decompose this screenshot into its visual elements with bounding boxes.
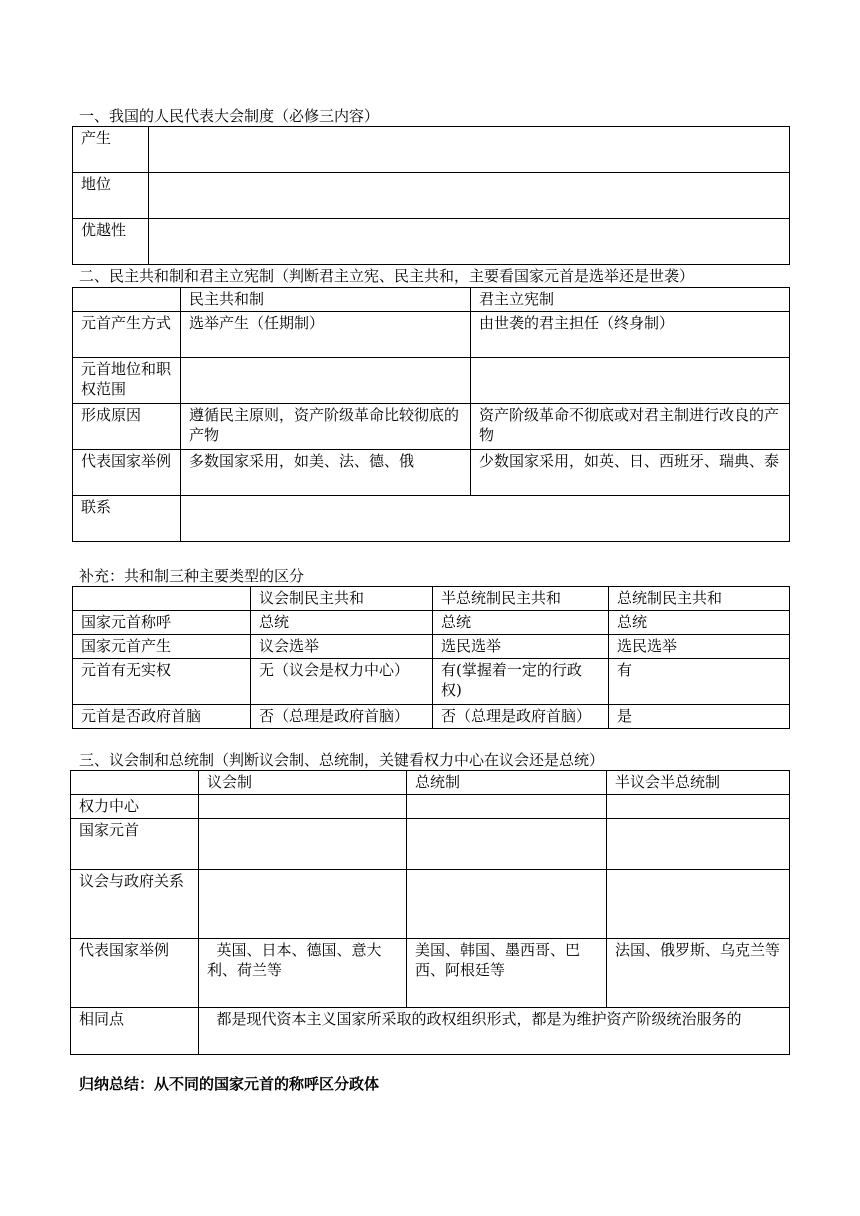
table-row	[73, 173, 790, 219]
cell-presidential: 总统	[609, 611, 790, 635]
republic-types-table	[72, 586, 790, 729]
cell-semi	[607, 870, 790, 939]
row-label: 国家元首	[71, 819, 199, 870]
cell-parliamentary	[199, 870, 407, 939]
section1-title: 一、我国的人民代表大会制度（必修三内容）	[79, 107, 380, 125]
cell-common-points: 都是现代资本主义国家所采取的政权组织形式，都是为维护资产阶级统治服务的	[199, 1008, 790, 1055]
header-cell: 半议会半总统制	[607, 771, 790, 795]
row-label: 地位	[73, 173, 149, 219]
row-value	[149, 219, 790, 265]
table-row	[73, 450, 790, 496]
table-header-row	[73, 288, 790, 312]
row-label: 国家元首称呼	[73, 611, 251, 635]
row-value	[149, 173, 790, 219]
republic-monarchy-table	[72, 287, 790, 542]
table-row	[73, 705, 790, 729]
cell-semi-presidential: 否（总理是政府首脑）	[433, 705, 609, 729]
people-congress-table	[72, 126, 790, 265]
table-row	[73, 219, 790, 265]
header-cell: 总统制民主共和	[609, 587, 790, 611]
cell-parliamentary	[199, 795, 407, 819]
cell-republic: 遵循民主原则，资产阶级革命比较彻底的产物	[181, 404, 471, 450]
table-row	[73, 358, 790, 404]
table-row	[71, 795, 790, 819]
header-cell: 议会制民主共和	[251, 587, 433, 611]
table-row	[71, 939, 790, 1008]
cell-semi-presidential: 选民选举	[433, 635, 609, 659]
cell-semi	[607, 819, 790, 870]
row-label: 相同点	[71, 1008, 199, 1055]
cell-presidential	[407, 795, 607, 819]
cell-presidential	[407, 819, 607, 870]
header-cell: 总统制	[407, 771, 607, 795]
cell-monarchy: 由世袭的君主担任（终身制）	[471, 312, 790, 358]
table-row	[73, 404, 790, 450]
header-cell	[71, 771, 199, 795]
table-row	[73, 127, 790, 173]
cell-presidential	[407, 870, 607, 939]
row-label: 代表国家举例	[73, 450, 181, 496]
cell-semi-presidential: 有(掌握着一定的行政权)	[433, 659, 609, 705]
cell-parliamentary	[199, 819, 407, 870]
row-value	[149, 127, 790, 173]
cell-republic: 多数国家采用，如美、法、德、俄	[181, 450, 471, 496]
cell-parliamentary: 英国、日本、德国、意大利、荷兰等	[199, 939, 407, 1008]
cell-semi: 法国、俄罗斯、乌克兰等	[607, 939, 790, 1008]
cell-presidential: 是	[609, 705, 790, 729]
cell-republic	[181, 358, 471, 404]
cell-parliamentary: 否（总理是政府首脑）	[251, 705, 433, 729]
row-label: 联系	[73, 496, 181, 542]
cell-relation	[181, 496, 790, 542]
cell-parliamentary: 议会选举	[251, 635, 433, 659]
cell-presidential: 美国、韩国、墨西哥、巴西、阿根廷等	[407, 939, 607, 1008]
row-label: 优越性	[73, 219, 149, 265]
row-label: 产生	[73, 127, 149, 173]
cell-parliamentary: 总统	[251, 611, 433, 635]
parliamentary-presidential-table	[70, 770, 790, 1055]
row-label: 元首有无实权	[73, 659, 251, 705]
section2-title: 二、民主共和制和君主立宪制（判断君主立宪、民主共和，主要看国家元首是选举还是世袭）	[79, 267, 695, 285]
cell-semi-presidential: 总统	[433, 611, 609, 635]
header-cell	[73, 288, 181, 312]
supplement-title: 补充：共和制三种主要类型的区分	[79, 567, 305, 585]
table-header-row	[71, 771, 790, 795]
cell-presidential: 选民选举	[609, 635, 790, 659]
row-label: 权力中心	[71, 795, 199, 819]
table-row	[73, 611, 790, 635]
cell-parliamentary: 无（议会是权力中心）	[251, 659, 433, 705]
table-row	[73, 635, 790, 659]
table-row	[71, 819, 790, 870]
table-row	[73, 496, 790, 542]
section3-title: 三、议会制和总统制（判断议会制、总统制，关键看权力中心在议会还是总统）	[79, 751, 605, 769]
row-label: 元首是否政府首脑	[73, 705, 251, 729]
row-label: 议会与政府关系	[71, 870, 199, 939]
table-row	[71, 1008, 790, 1055]
header-cell	[73, 587, 251, 611]
cell-semi	[607, 795, 790, 819]
cell-monarchy: 少数国家采用，如英、日、西班牙、瑞典、泰	[471, 450, 790, 496]
cell-presidential: 有	[609, 659, 790, 705]
cell-republic: 选举产生（任期制）	[181, 312, 471, 358]
table-row	[73, 659, 790, 705]
table-row	[71, 870, 790, 939]
row-label: 形成原因	[73, 404, 181, 450]
cell-monarchy	[471, 358, 790, 404]
header-cell: 半总统制民主共和	[433, 587, 609, 611]
table-row	[73, 312, 790, 358]
header-cell: 议会制	[199, 771, 407, 795]
row-label: 元首地位和职权范围	[73, 358, 181, 404]
header-cell: 君主立宪制	[471, 288, 790, 312]
cell-monarchy: 资产阶级革命不彻底或对君主制进行改良的产物	[471, 404, 790, 450]
header-cell: 民主共和制	[181, 288, 471, 312]
summary-text: 归纳总结：从不同的国家元首的称呼区分政体	[79, 1075, 380, 1093]
row-label: 国家元首产生	[73, 635, 251, 659]
table-header-row	[73, 587, 790, 611]
row-label: 代表国家举例	[71, 939, 199, 1008]
row-label: 元首产生方式	[73, 312, 181, 358]
